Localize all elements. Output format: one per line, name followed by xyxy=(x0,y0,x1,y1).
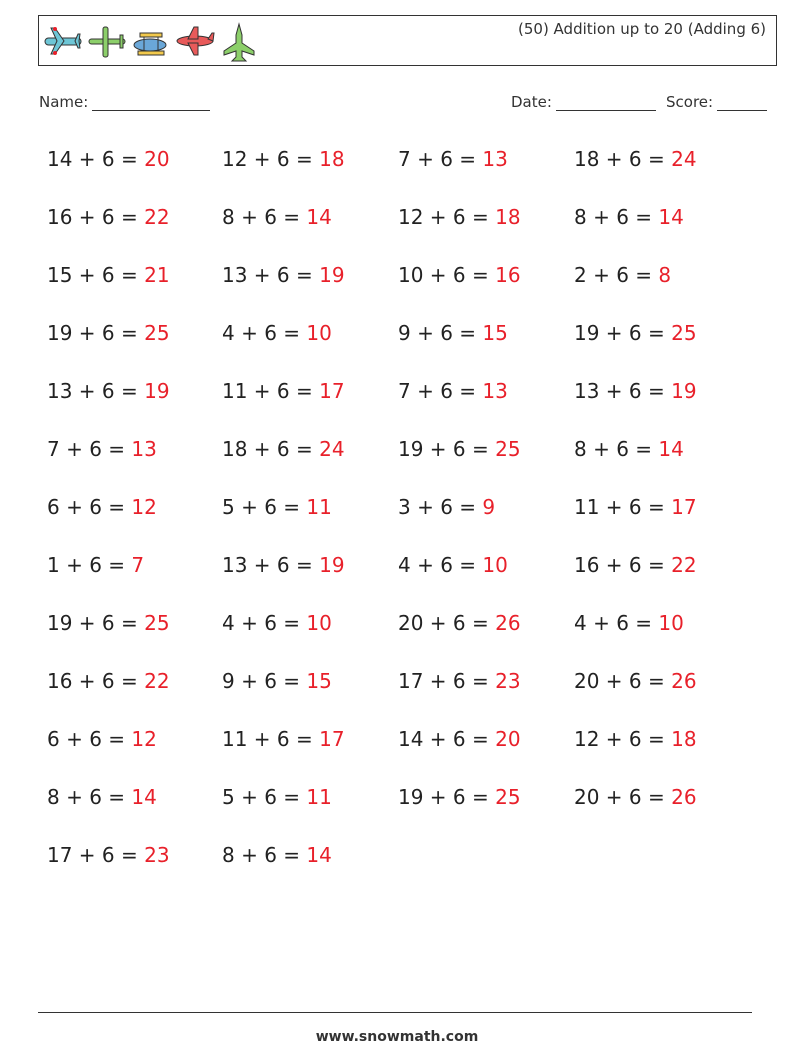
problem-question: 19 + 6 = xyxy=(47,611,145,635)
problem-answer: 9 xyxy=(482,495,496,519)
problem-question: 19 + 6 = xyxy=(47,321,145,345)
problem-item xyxy=(398,611,521,635)
problem-answer: 11 xyxy=(306,495,332,519)
problem-question: 16 + 6 = xyxy=(47,205,145,229)
problem-question: 11 + 6 = xyxy=(574,495,672,519)
problem-item xyxy=(47,437,157,461)
problem-question: 11 + 6 = xyxy=(222,727,320,751)
jet-icon xyxy=(218,21,260,63)
problem-question: 20 + 6 = xyxy=(574,785,672,809)
problem-answer: 15 xyxy=(482,321,508,345)
problem-answer: 16 xyxy=(495,263,521,287)
problem-item xyxy=(574,205,684,229)
problem-question: 8 + 6 = xyxy=(574,437,659,461)
problem-question: 13 + 6 = xyxy=(47,379,145,403)
problem-answer: 13 xyxy=(482,147,508,171)
problem-item xyxy=(574,727,697,751)
problem-answer: 25 xyxy=(495,785,521,809)
problem-question: 12 + 6 = xyxy=(398,205,496,229)
problem-item xyxy=(574,147,697,171)
problem-item xyxy=(574,263,671,287)
name-blank[interactable] xyxy=(92,95,210,111)
problem-question: 1 + 6 = xyxy=(47,553,132,577)
problem-question: 17 + 6 = xyxy=(398,669,496,693)
problem-item xyxy=(574,321,697,345)
date-label: Date: xyxy=(511,93,552,111)
problem-item xyxy=(47,205,170,229)
problem-item xyxy=(574,553,697,577)
problem-answer: 18 xyxy=(671,727,697,751)
problem-answer: 23 xyxy=(495,669,521,693)
problem-answer: 13 xyxy=(131,437,157,461)
problem-question: 8 + 6 = xyxy=(222,843,307,867)
problem-item xyxy=(222,263,345,287)
problem-question: 18 + 6 = xyxy=(574,147,672,171)
problem-question: 19 + 6 = xyxy=(398,437,496,461)
problem-answer: 19 xyxy=(671,379,697,403)
problem-question: 5 + 6 = xyxy=(222,495,307,519)
problem-item xyxy=(222,611,332,635)
score-field[interactable] xyxy=(666,93,767,111)
footer-url: www.snowmath.com xyxy=(315,1029,479,1045)
problem-item xyxy=(574,611,684,635)
problem-answer: 18 xyxy=(319,147,345,171)
problem-item xyxy=(398,553,508,577)
problem-question: 10 + 6 = xyxy=(398,263,496,287)
problem-item xyxy=(222,437,345,461)
plane-icon xyxy=(86,21,128,63)
problem-answer: 15 xyxy=(306,669,332,693)
problem-answer: 25 xyxy=(495,437,521,461)
problem-item xyxy=(222,785,332,809)
plane-icon xyxy=(42,21,84,63)
problem-item xyxy=(47,843,170,867)
problem-question: 6 + 6 = xyxy=(47,495,132,519)
problem-item xyxy=(574,785,697,809)
problem-question: 8 + 6 = xyxy=(47,785,132,809)
problem-answer: 10 xyxy=(306,321,332,345)
problem-question: 5 + 6 = xyxy=(222,785,307,809)
problem-item xyxy=(398,785,521,809)
problem-answer: 10 xyxy=(482,553,508,577)
problem-answer: 13 xyxy=(482,379,508,403)
problem-answer: 23 xyxy=(144,843,170,867)
problem-answer: 26 xyxy=(495,611,521,635)
problem-answer: 21 xyxy=(144,263,170,287)
problem-item xyxy=(222,553,345,577)
problem-question: 4 + 6 = xyxy=(398,553,483,577)
problem-question: 2 + 6 = xyxy=(574,263,659,287)
problem-answer: 12 xyxy=(131,495,157,519)
name-label: Name: xyxy=(39,93,89,111)
problem-item xyxy=(398,205,521,229)
problem-answer: 22 xyxy=(144,669,170,693)
problem-answer: 19 xyxy=(144,379,170,403)
problem-question: 13 + 6 = xyxy=(222,553,320,577)
problem-question: 14 + 6 = xyxy=(47,147,145,171)
problem-answer: 20 xyxy=(144,147,170,171)
problem-question: 4 + 6 = xyxy=(574,611,659,635)
problem-answer: 25 xyxy=(671,321,697,345)
problem-question: 8 + 6 = xyxy=(222,205,307,229)
problem-question: 15 + 6 = xyxy=(47,263,145,287)
problem-item xyxy=(398,147,508,171)
problem-item xyxy=(222,321,332,345)
problem-answer: 17 xyxy=(671,495,697,519)
plane-icon xyxy=(174,21,216,63)
problem-question: 8 + 6 = xyxy=(574,205,659,229)
date-field[interactable] xyxy=(511,93,656,111)
problem-question: 7 + 6 = xyxy=(47,437,132,461)
problem-question: 7 + 6 = xyxy=(398,147,483,171)
problem-item xyxy=(398,727,521,751)
problem-item xyxy=(574,669,697,693)
problem-item xyxy=(222,669,332,693)
date-blank[interactable] xyxy=(556,95,656,111)
problem-answer: 8 xyxy=(658,263,672,287)
problem-item xyxy=(47,611,170,635)
worksheet-title: (50) Addition up to 20 (Adding 6) xyxy=(518,20,766,38)
problem-question: 19 + 6 = xyxy=(398,785,496,809)
problem-item xyxy=(398,495,495,519)
problem-item xyxy=(574,379,697,403)
score-blank[interactable] xyxy=(717,95,767,111)
problem-item xyxy=(222,205,332,229)
problem-item xyxy=(47,147,170,171)
problem-item xyxy=(47,553,144,577)
problem-answer: 14 xyxy=(306,205,332,229)
problem-question: 12 + 6 = xyxy=(222,147,320,171)
problem-answer: 19 xyxy=(319,553,345,577)
problem-question: 16 + 6 = xyxy=(47,669,145,693)
problem-question: 14 + 6 = xyxy=(398,727,496,751)
problem-question: 16 + 6 = xyxy=(574,553,672,577)
problem-item xyxy=(222,379,345,403)
problem-question: 12 + 6 = xyxy=(574,727,672,751)
problem-answer: 11 xyxy=(306,785,332,809)
problem-question: 20 + 6 = xyxy=(398,611,496,635)
problem-answer: 12 xyxy=(131,727,157,751)
header-icons xyxy=(42,21,260,63)
problem-answer: 26 xyxy=(671,669,697,693)
problem-answer: 25 xyxy=(144,611,170,635)
problem-item xyxy=(574,437,684,461)
problem-question: 19 + 6 = xyxy=(574,321,672,345)
problem-answer: 25 xyxy=(144,321,170,345)
problem-answer: 19 xyxy=(319,263,345,287)
problem-item xyxy=(398,437,521,461)
biplane-icon xyxy=(130,21,172,63)
problem-answer: 10 xyxy=(306,611,332,635)
problem-question: 7 + 6 = xyxy=(398,379,483,403)
problem-answer: 18 xyxy=(495,205,521,229)
problem-item xyxy=(398,669,521,693)
problem-question: 18 + 6 = xyxy=(222,437,320,461)
problem-item xyxy=(398,321,508,345)
problem-question: 6 + 6 = xyxy=(47,727,132,751)
problem-question: 4 + 6 = xyxy=(222,611,307,635)
problem-item xyxy=(47,785,157,809)
problem-answer: 24 xyxy=(671,147,697,171)
score-label: Score: xyxy=(666,93,714,111)
problem-item xyxy=(574,495,697,519)
problem-answer: 20 xyxy=(495,727,521,751)
problem-item xyxy=(398,263,521,287)
problem-answer: 14 xyxy=(306,843,332,867)
problem-question: 13 + 6 = xyxy=(574,379,672,403)
problem-item xyxy=(47,669,170,693)
problem-question: 20 + 6 = xyxy=(574,669,672,693)
problem-item xyxy=(47,727,157,751)
problem-question: 4 + 6 = xyxy=(222,321,307,345)
problem-answer: 22 xyxy=(671,553,697,577)
problem-item xyxy=(222,727,345,751)
worksheet-header xyxy=(38,15,777,66)
problem-answer: 17 xyxy=(319,379,345,403)
problem-answer: 14 xyxy=(131,785,157,809)
problem-item xyxy=(222,843,332,867)
problem-item xyxy=(222,147,345,171)
problem-item xyxy=(47,379,170,403)
problem-item xyxy=(47,263,170,287)
problem-answer: 14 xyxy=(658,205,684,229)
problem-item xyxy=(222,495,332,519)
problem-item xyxy=(398,379,508,403)
footer-divider xyxy=(38,1012,752,1013)
problem-answer: 17 xyxy=(319,727,345,751)
problem-answer: 24 xyxy=(319,437,345,461)
problem-answer: 22 xyxy=(144,205,170,229)
problem-item xyxy=(47,321,170,345)
problem-answer: 26 xyxy=(671,785,697,809)
problem-question: 9 + 6 = xyxy=(398,321,483,345)
problem-item xyxy=(47,495,157,519)
problem-question: 3 + 6 = xyxy=(398,495,483,519)
problem-answer: 10 xyxy=(658,611,684,635)
problem-answer: 7 xyxy=(131,553,145,577)
problem-question: 11 + 6 = xyxy=(222,379,320,403)
problem-answer: 14 xyxy=(658,437,684,461)
problem-question: 13 + 6 = xyxy=(222,263,320,287)
problem-question: 17 + 6 = xyxy=(47,843,145,867)
problem-question: 9 + 6 = xyxy=(222,669,307,693)
name-field[interactable] xyxy=(39,93,210,111)
